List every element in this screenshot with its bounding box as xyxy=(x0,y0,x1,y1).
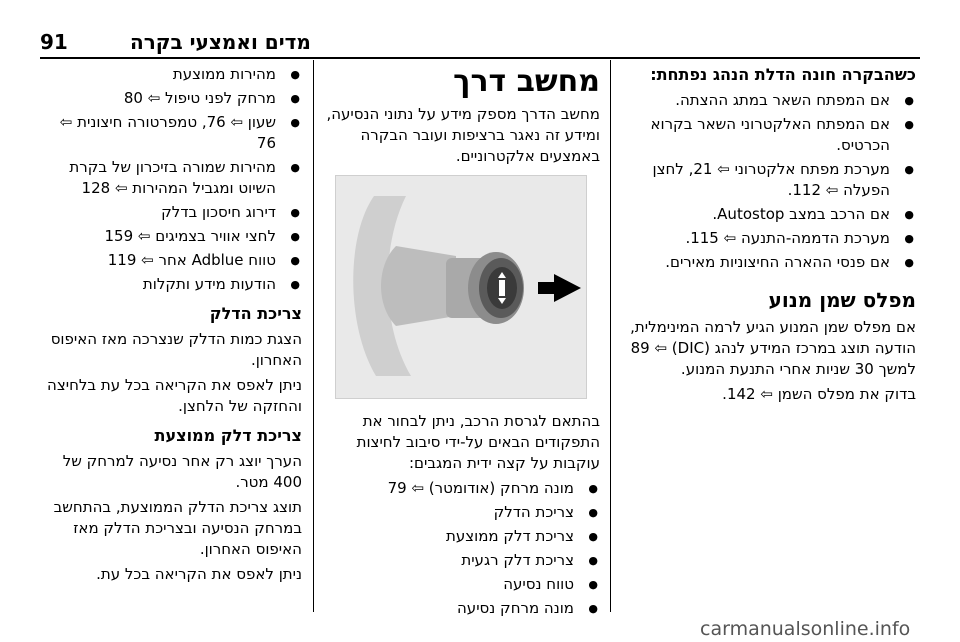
page-title: מדים ואמצעי בקרה xyxy=(130,30,311,54)
list-item: ● שעון ⇦ 76, טמפרטורה חיצונית ⇦ 76 xyxy=(40,112,302,154)
fuel-consumption-title: צריכת הדלק xyxy=(209,304,302,323)
average-consumption-text-2: תוצג צריכת הדלק הממוצעת, בהתחשב במרחק הנסיעה ובצריכת הדלק מאז האיפוס האחרון. xyxy=(53,498,302,558)
column-divider-right xyxy=(610,60,611,612)
trip-functions-list xyxy=(322,478,600,619)
list-item: ● דירוג חיסכון בדלק xyxy=(40,202,302,223)
list-item-note xyxy=(620,228,916,249)
column-right xyxy=(620,64,916,409)
list-item: ● הודעות מידע ותקלות xyxy=(40,274,302,295)
list-item: ● אם הרכב במצב Autostop. xyxy=(620,204,916,225)
header-rule xyxy=(40,57,920,59)
list-item: ● צריכת דלק רגעית xyxy=(322,550,600,571)
list-item: ● טווח Adblue אחר ⇦ 119 xyxy=(40,250,302,271)
wiper-stalk-image xyxy=(336,176,586,398)
list-item: ● מהירות שמורה בזיכרון של בקרת השיוט ומגביל המהירות ⇦ 128 xyxy=(40,157,302,199)
list-item: ● טווח נסיעה xyxy=(322,574,600,595)
trip-computer-intro: מחשב הדרך מספק מידע על נתוני הנסיעה, ומידע זה נאגר ברציפות ועובר הבקרה באמצעים אלקטרוניים. xyxy=(326,105,600,165)
note-text: מערכת מפתח אלקטרוני ⇦ 21, לחצן הפעלה ⇦ 112. xyxy=(652,160,890,199)
list-item: ● מרחק לפני טיפול ⇦ 80 xyxy=(40,88,302,109)
list-item: ● אם פנסי ההארה החיצוניות מאירים. xyxy=(620,252,916,273)
list-item: ● מונה מרחק (אודומטר) ⇦ 79 xyxy=(322,478,600,499)
stalk-illustration xyxy=(335,175,587,399)
list-item: ● אם המפתח האלקטרוני השאר בקרוא הכרטיס. xyxy=(620,114,916,156)
list-item: ● מהירות ממוצעת xyxy=(40,64,302,85)
doors-list xyxy=(620,90,916,273)
average-consumption-title: צריכת דלק ממוצעת xyxy=(154,426,302,445)
page-number: 91 xyxy=(40,30,68,54)
average-consumption-reset: ניתן לאפס את הקריאה בכל עת. xyxy=(96,565,302,583)
oil-level-title: מפלס שמן מנוע xyxy=(768,288,916,312)
list-item: ● מונה מרחק נסיעה xyxy=(322,598,600,619)
average-consumption-text-1: הערך יוצג רק אחר נסיעה למרחק של 400 מטר. xyxy=(62,452,302,491)
list-item: ● אם המפתח השאר במתג ההצתה. xyxy=(620,90,916,111)
list-item: ● צריכת הדלק xyxy=(322,502,600,523)
trip-computer-title: מחשב דרך xyxy=(453,64,600,99)
column-left xyxy=(40,64,302,589)
column-divider-left xyxy=(313,60,314,612)
list-item: ● צריכת דלק ממוצעת xyxy=(322,526,600,547)
list-item-note xyxy=(620,159,916,201)
list-item: ● לחצי אוויר בצמיגים ⇦ 159 xyxy=(40,226,302,247)
fuel-consumption-reset: ניתן לאפס את הקריאה בכל עת בלחיצה והחזקה של הלחצן. xyxy=(47,376,302,415)
trip-computer-caption: בהתאם לגרסת הרכב, ניתן לבחור את התפקודים הבאים על-ידי סיבוב לחיצות עוקבות על קצה ידית המגבים: xyxy=(356,412,600,472)
trip-functions-continued xyxy=(40,64,302,295)
watermark: carmanualsonline.info xyxy=(700,618,911,640)
column-middle xyxy=(322,64,600,625)
note-text: מערכת הדממה-התנעה ⇦ 115. xyxy=(685,229,890,247)
oil-level-check: בדוק את מפלס השמן ⇦ 142. xyxy=(722,385,916,403)
fuel-consumption-text: הצגת כמות הדלק שנצרכה מאז האיפוס האחרון. xyxy=(50,330,302,369)
doors-heading: כשהבקרה חונה הדלת הנהג נפתחת: xyxy=(650,65,916,84)
oil-level-text: אם מפלס שמן המנוע הגיע לרמה המינימלית, הודעה תוצג במרכז המידע לנהג (DIC) ⇦ 89 למשך 30 שניות אחרי התנעת המנוע. xyxy=(630,318,916,378)
page-header xyxy=(0,0,960,60)
